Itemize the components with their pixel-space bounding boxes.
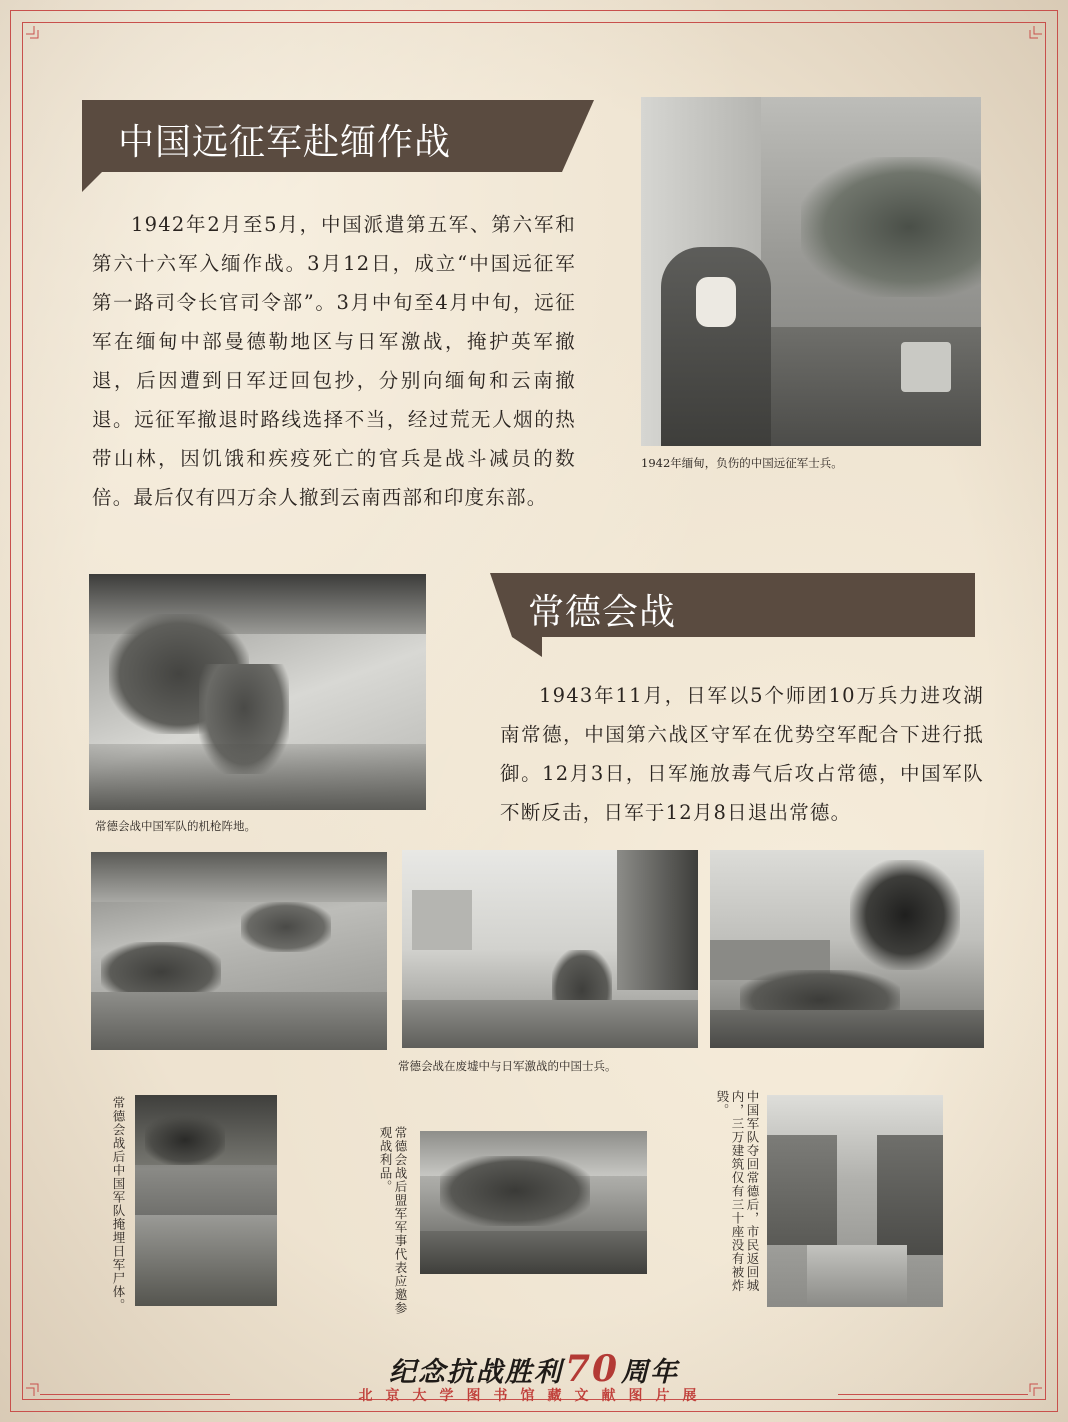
section1-title: 中国远征军赴缅作战 [118,122,452,163]
section1-banner [82,100,592,195]
corner-ornament-icon [26,26,48,48]
section2-body-text: 1943年11月，日军以5个师团10万兵力进攻湖南常德，中国第六战区守军在优势空军配合下进行抵御。12月3日，日军施放毒气后攻占常德，中国军队不断反击，日军于12月8日退出常德。 [500,684,984,824]
corner-ornament-icon [1020,26,1042,48]
burial-photo [135,1095,277,1306]
section2-banner [490,573,975,658]
machine-gun-caption: 常德会战中国军队的机枪阵地。 [95,819,256,833]
footer-title [0,1348,1068,1390]
allied-visit-photo [420,1131,647,1274]
footer-title-left: 纪念抗战胜利 [388,1357,563,1388]
allied-visit-caption: 常德会战后盟军军事代表应邀参观战利品。 [378,1126,408,1315]
ruins-fighting-caption: 常德会战在废墟中与日军激战的中国士兵。 [398,1059,617,1073]
footer-title-number: 70 [564,1348,620,1390]
section1-body-text: 1942年2月至5月，中国派遣第五军、第六军和第六十六军入缅作战。3月12日，成立“中国远征军第一路司令长官司令部”。3月中旬至4月中旬，远征军在缅甸中部曼德勒地区与日军激战，掩护英军撤退，后因遭到日军迂回包抄，分别向缅甸和云南撤退。远征军撤退时路线选择不当，经过荒无人烟的热带山林，因饥饿和疾疫死亡的官兵是战斗减员的数倍。最后仅有四万余人撤到云南西部和印度东部。 [92,213,576,509]
section2-title: 常德会战 [528,592,677,633]
ruins-fighting-photo-3 [710,850,984,1048]
ruins-fighting-photo-1 [91,852,387,1050]
machine-gun-position-photo [89,574,426,810]
footer-title-right: 周年 [621,1357,680,1388]
burial-caption: 常德会战后中国军队掩埋日军尸体。 [111,1096,126,1312]
ruins-fighting-photo-2 [402,850,698,1048]
citizens-return-caption: 中国军队夺回常德后，市民返回城内，三万建筑仅有三十座没有被炸毁。 [715,1090,760,1293]
wounded-soldier-photo [641,97,981,446]
footer-subtitle: 北京大学图书馆藏文献图片展 [358,1388,710,1404]
wounded-soldier-caption: 1942年缅甸，负伤的中国远征军士兵。 [641,456,843,470]
citizens-return-photo [767,1095,943,1307]
